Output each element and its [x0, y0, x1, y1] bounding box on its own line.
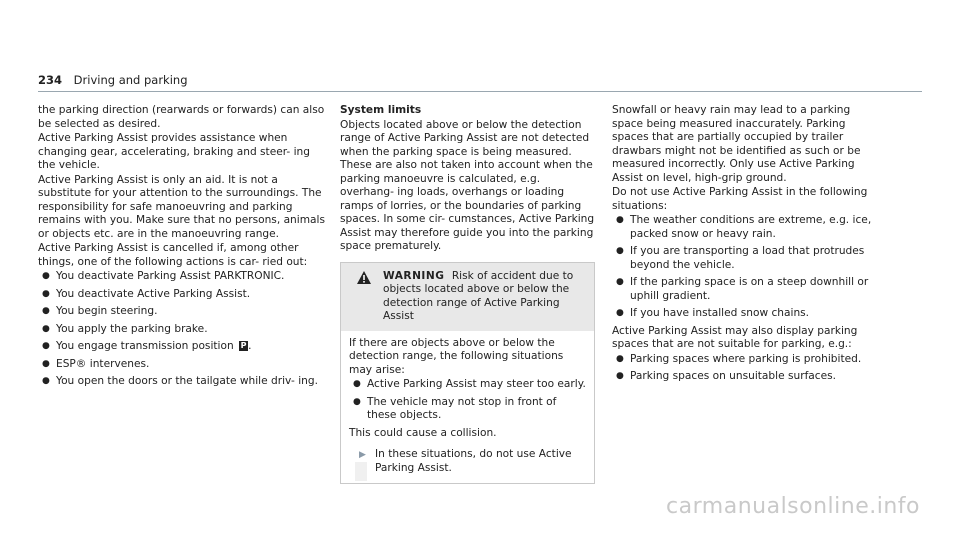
paragraph: the parking direction (rearwards or forwards) can also be selected as desired.	[38, 104, 325, 130]
page-header	[38, 73, 188, 87]
bullet-icon: ●	[42, 323, 50, 334]
warning-title: Risk of accident due to objects located above or below the detection range of Active Parking Assist	[383, 269, 574, 322]
warning-header	[341, 263, 594, 331]
list-item: ● If you have installed snow chains.	[616, 307, 810, 319]
paragraph: Objects located above or below the detection range of Active Parking Assist are not detected when the parking space is being measured. These are also not taken into account when the parking manoeuvre is calculated, e.g. overhang- ing loads, overhangs or loading ramps of lorries, or the boundaries of parking spaces. In some cir- cumstances, Active Parking Assist may therefore guide you into the parking space prematurely.	[340, 118, 595, 252]
paragraph: Active Parking Assist is cancelled if, among other things, one of the following actions is car- ried out:	[38, 242, 308, 268]
bullet-icon: ●	[616, 353, 624, 364]
bullet-icon: ●	[616, 246, 624, 256]
list-item: ● You open the doors or the tailgate while driv- ing.	[42, 375, 318, 387]
instruction-text: In these situations, do not use Active Parking Assist.	[375, 448, 572, 474]
list-item: ● You apply the parking brake.	[42, 322, 208, 335]
paragraph: Snowfall or heavy rain may lead to a parking space being measured inaccurately. Parking spaces that are partially occupied by trailer drawbars might not be identified as such or be measured incorrectly. Only use Active Parking Assist on level, high-grip ground.	[612, 104, 861, 184]
warning-icon	[357, 271, 371, 284]
header-divider	[38, 91, 922, 92]
list-item: ● You deactivate Parking Assist PARKTRONIC.	[42, 270, 285, 282]
bullet-icon: ●	[42, 376, 50, 386]
park-position-icon: P	[240, 341, 247, 350]
warning-label: WARNING	[383, 269, 445, 282]
list-item: ● The weather conditions are extreme, e.g. ice, packed snow or heavy rain.	[616, 214, 872, 240]
list-item: ● You engage transmission position P .	[42, 340, 252, 352]
bullet-icon: ●	[42, 306, 50, 316]
list-item: ● If you are transporting a load that protrudes beyond the vehicle.	[616, 245, 865, 271]
page-number: 234	[38, 73, 63, 87]
list-item: ● ESP® intervenes.	[42, 357, 150, 370]
watermark: carmanualsonline.info	[666, 494, 920, 519]
bullet-icon: ●	[42, 271, 50, 281]
warning-body	[341, 331, 594, 484]
paragraph: Active Parking Assist provides assistance when changing gear, accelerating, braking and steer- ing the vehicle.	[38, 132, 310, 171]
list-item: ● You begin steering.	[42, 305, 158, 317]
cancel-actions-list	[38, 270, 326, 389]
section-heading: System limits	[340, 104, 422, 116]
situations-list	[612, 214, 874, 321]
arrow-right-icon: ▶	[359, 450, 366, 460]
list-item: ● Parking spaces on unsuitable surfaces.	[616, 370, 837, 382]
paragraph: Do not use Active Parking Assist in the following situations:	[612, 186, 868, 212]
column-left	[38, 104, 326, 393]
bullet-icon: ●	[42, 358, 50, 369]
unsuitable-spaces-list	[612, 353, 874, 384]
bullet-icon: ●	[616, 215, 624, 225]
section-title: Driving and parking	[73, 73, 188, 87]
column-middle	[340, 104, 595, 484]
list-item: ● Active Parking Assist may steer too early.	[353, 378, 586, 390]
bullet-icon: ●	[353, 379, 361, 389]
warning-box	[340, 262, 595, 485]
instruction	[349, 448, 586, 475]
bullet-icon: ●	[616, 277, 624, 287]
column-right	[612, 104, 874, 388]
bullet-icon: ●	[616, 371, 624, 381]
bullet-icon: ●	[616, 308, 624, 318]
paragraph: This could cause a collision.	[349, 426, 497, 439]
list-item: ● You deactivate Active Parking Assist.	[42, 287, 251, 300]
list-item: ● Parking spaces where parking is prohibited.	[616, 352, 862, 365]
list-item: ● The vehicle may not stop in front of these objects.	[353, 395, 557, 421]
paragraph: If there are objects above or below the detection range, the following situations may arise:	[349, 336, 564, 376]
instruction-bar	[355, 462, 367, 481]
list-item: ● If the parking space is on a steep downhill or uphill gradient.	[616, 276, 869, 302]
paragraph: Active Parking Assist is only an aid. It is not a substitute for your attention to the surroundings. The responsibility for safe manoeuvring and parking remains with you. Make sure that no persons, animals or objects etc. are in the manoeuvring range.	[38, 173, 325, 240]
warning-list	[349, 378, 586, 423]
paragraph: Active Parking Assist may also display parking spaces that are not suitable for parking, e.g.:	[612, 324, 858, 350]
bullet-icon: ●	[42, 341, 50, 351]
bullet-icon: ●	[353, 396, 361, 407]
bullet-icon: ●	[42, 288, 50, 299]
